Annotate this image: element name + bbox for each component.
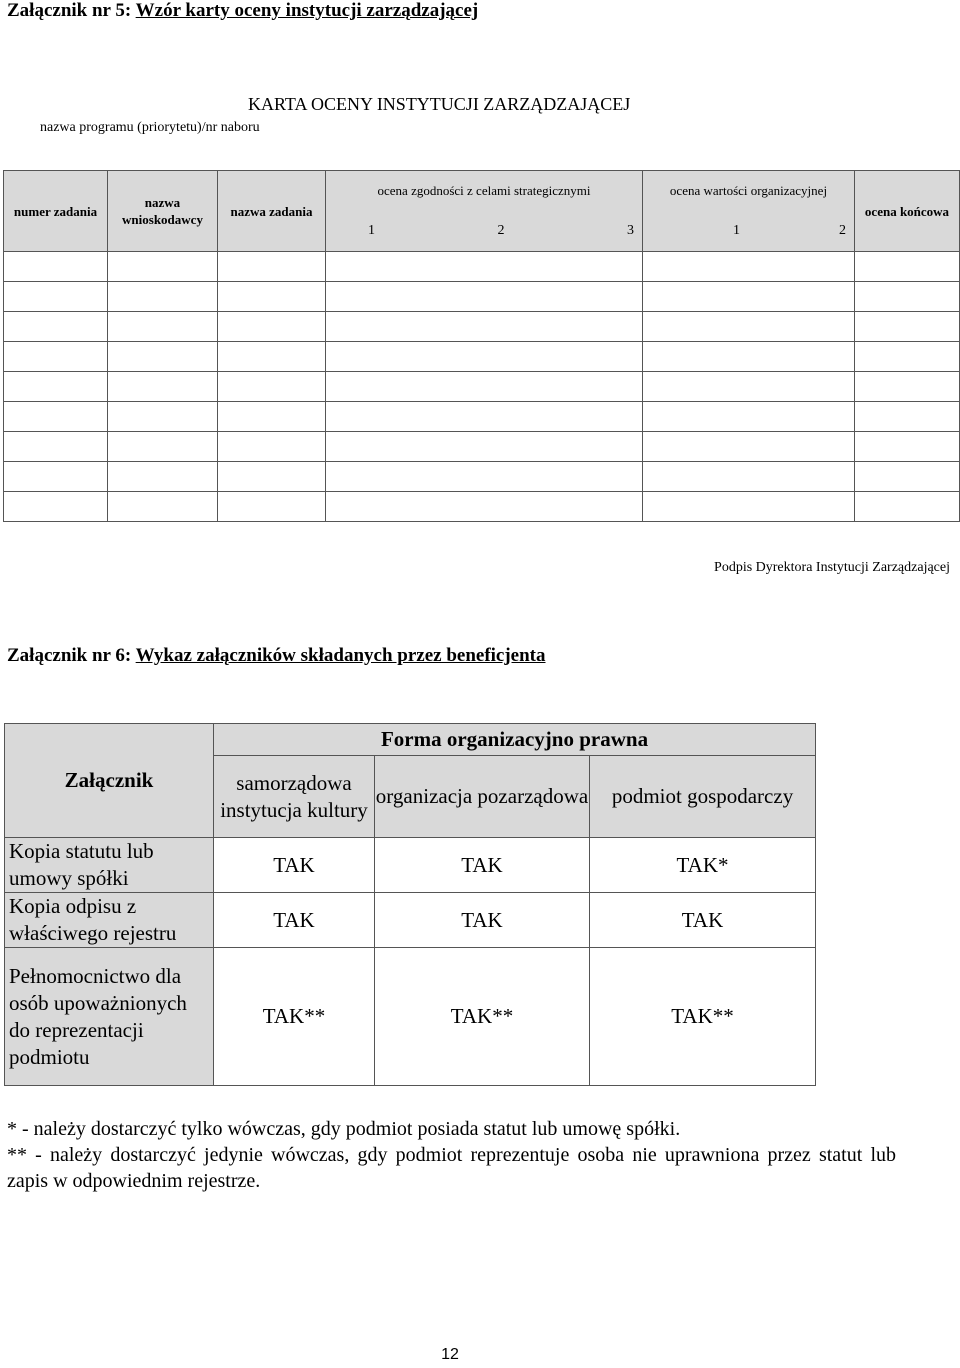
program-label: nazwa programu (priorytetu)/nr naboru <box>40 120 260 135</box>
header-nazwa-zadania: nazwa zadania <box>218 171 326 252</box>
row-value: TAK <box>214 838 375 893</box>
header-pozarzadowa: organizacja pozarządowa <box>375 756 590 838</box>
row-value: TAK <box>590 893 816 948</box>
header-samorzadowa: samorządowa instytucja kultury <box>214 756 375 838</box>
table-row <box>5 838 816 893</box>
table-row <box>4 252 960 282</box>
header-zalacznik: Załącznik <box>5 724 214 838</box>
page-number: 12 <box>441 1346 459 1363</box>
table-row <box>5 948 816 1086</box>
org-num-2: 2 <box>839 222 846 238</box>
table-row <box>4 402 960 432</box>
evaluation-table <box>3 170 960 522</box>
row-name: Pełnomocnictwo dla osób upoważnionych do reprezentacji podmiotu <box>5 948 214 1086</box>
footnote-2: ** - należy dostarczyć jedynie wówczas, gdy podmiot reprezentuje osoba nie uprawniona przez statut lub zapis w odpowiednim rejestrze. <box>7 1144 896 1192</box>
table-row <box>4 492 960 522</box>
organizational-numbers <box>643 211 855 252</box>
row-name: Kopia statutu lub umowy spółki <box>5 838 214 893</box>
signature-label: Podpis Dyrektora Instytucji Zarządzającej <box>714 560 950 575</box>
strategic-num-3: 3 <box>627 222 634 238</box>
row-value: TAK* <box>590 838 816 893</box>
header-organizational: ocena wartości organizacyjnej <box>643 171 855 211</box>
section5-heading <box>7 0 478 22</box>
row-value: TAK <box>214 893 375 948</box>
section5-title: Wzór karty oceny instytucji zarządzającej <box>135 0 479 21</box>
row-value: TAK** <box>590 948 816 1086</box>
strategic-num-2: 2 <box>497 222 505 238</box>
row-name: Kopia odpisu z właściwego rejestru <box>5 893 214 948</box>
section6-prefix: Załącznik nr 6: <box>7 645 132 666</box>
row-value: TAK <box>375 838 590 893</box>
footnote-1: * - należy dostarczyć tylko wówczas, gdy podmiot posiada statut lub umowę spółki. <box>7 1118 681 1140</box>
card-title: KARTA OCENY INSTYTUCJI ZARZĄDZAJĄCEJ <box>248 94 631 114</box>
section6-heading <box>7 645 546 667</box>
table-row <box>4 312 960 342</box>
table-row <box>5 893 816 948</box>
row-value: TAK** <box>375 948 590 1086</box>
row-value: TAK** <box>214 948 375 1086</box>
section5-prefix: Załącznik nr 5: <box>7 0 132 21</box>
header-ocena-koncowa: ocena końcowa <box>855 171 960 252</box>
table-row <box>4 432 960 462</box>
strategic-numbers <box>326 211 643 252</box>
header-nazwa-wnioskodawcy: nazwa wnioskodawcy <box>108 171 218 252</box>
strategic-num-1: 1 <box>368 222 375 238</box>
header-numer-zadania: numer zadania <box>4 171 108 252</box>
header-gospodarczy: podmiot gospodarczy <box>590 756 816 838</box>
table-row <box>4 342 960 372</box>
header-strategic: ocena zgodności z celami strategicznymi <box>326 171 643 211</box>
header-forma-organizacyjna: Forma organizacyjno prawna <box>214 724 816 756</box>
table-row <box>4 282 960 312</box>
row-value: TAK <box>375 893 590 948</box>
attachments-table <box>4 723 816 1086</box>
table-row <box>4 462 960 492</box>
section6-title: Wykaz załączników składanych przez beneficjenta <box>135 645 546 666</box>
table-row <box>4 372 960 402</box>
org-num-1: 1 <box>733 222 740 238</box>
